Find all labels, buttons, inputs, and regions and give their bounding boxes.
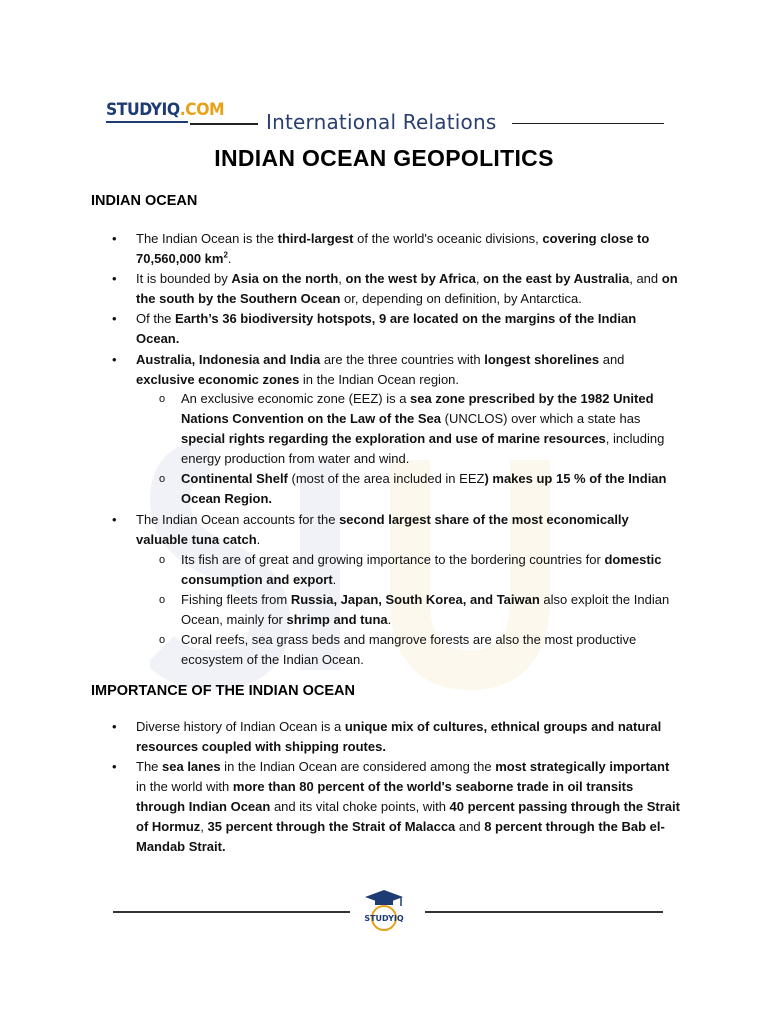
- sub-list-item: o Continental Shelf (most of the area included in EEZ) makes up 15 % of the Indian Ocean Region.: [159, 471, 667, 506]
- list-item: • Of the Earth’s 36 biodiversity hotspots, 9 are located on the margins of the Indian Ocean.: [112, 311, 637, 346]
- page-title: INDIAN OCEAN GEOPOLITICS: [214, 145, 554, 171]
- footer-logo-text: STUDYIQ: [364, 914, 404, 923]
- sub-list-item: o An exclusive economic zone (EEZ) is a sea zone prescribed by the 1982 United Nations Convention on the Law of the Sea (UNCLOS) over which a state has special rights regarding the exploration and use of marine resources, including energy production from water and wind.: [159, 391, 665, 466]
- section-label: International Relations: [266, 110, 497, 134]
- section-heading-importance: IMPORTANCE OF THE INDIAN OCEAN: [91, 683, 355, 699]
- list-item: • The sea lanes in the Indian Ocean are considered among the most strategically important in the world with more than 80 percent of the world's seaborne trade in oil transits through Indian Ocean and its vital choke points, with 40 percent passing through the Strait of Hormuz, 35 percent through the Strait of Malacca and 8 percent through the Bab el-Mandab Strait.: [112, 759, 680, 854]
- footer-divider-left: [113, 911, 350, 913]
- sub-list-item: o Fishing fleets from Russia, Japan, South Korea, and Taiwan also exploit the Indian Ocean, mainly for shrimp and tuna.: [159, 592, 670, 627]
- list-item: • It is bounded by Asia on the north, on the west by Africa, on the east by Australia, and on the south by the Southern Ocean or, depending on definition, by Antarctica.: [112, 271, 678, 306]
- studyiq-graduation-cap-logo-icon: [353, 888, 415, 932]
- sub-list-item: o Coral reefs, sea grass beds and mangrove forests are also the most productive ecosystem of the Indian Ocean.: [159, 632, 637, 667]
- section-heading-indian-ocean: INDIAN OCEAN: [91, 193, 198, 209]
- list-item: • The Indian Ocean is the third-largest of the world's oceanic divisions, covering close to 70,560,000 $km^2$.: [112, 231, 650, 266]
- list-item: • Diverse history of Indian Ocean is a unique mix of cultures, ethnical groups and natural resources coupled with shipping routes.: [112, 719, 662, 754]
- header-divider-right: [512, 123, 664, 124]
- logo-underline: [106, 121, 188, 123]
- list-item: • The Indian Ocean accounts for the second largest share of the most economically valuable tuna catch.: [112, 512, 629, 547]
- studyiq-logo: STUDYIQ.COM: [106, 100, 225, 120]
- list-item: • Australia, Indonesia and India are the three countries with longest shorelines and exclusive economic zones in the Indian Ocean region.: [112, 352, 625, 387]
- footer-divider-right: [425, 911, 663, 913]
- sub-list-item: o Its fish are of great and growing importance to the bordering countries for domestic consumption and export.: [159, 552, 662, 587]
- header-divider-left: [190, 123, 258, 125]
